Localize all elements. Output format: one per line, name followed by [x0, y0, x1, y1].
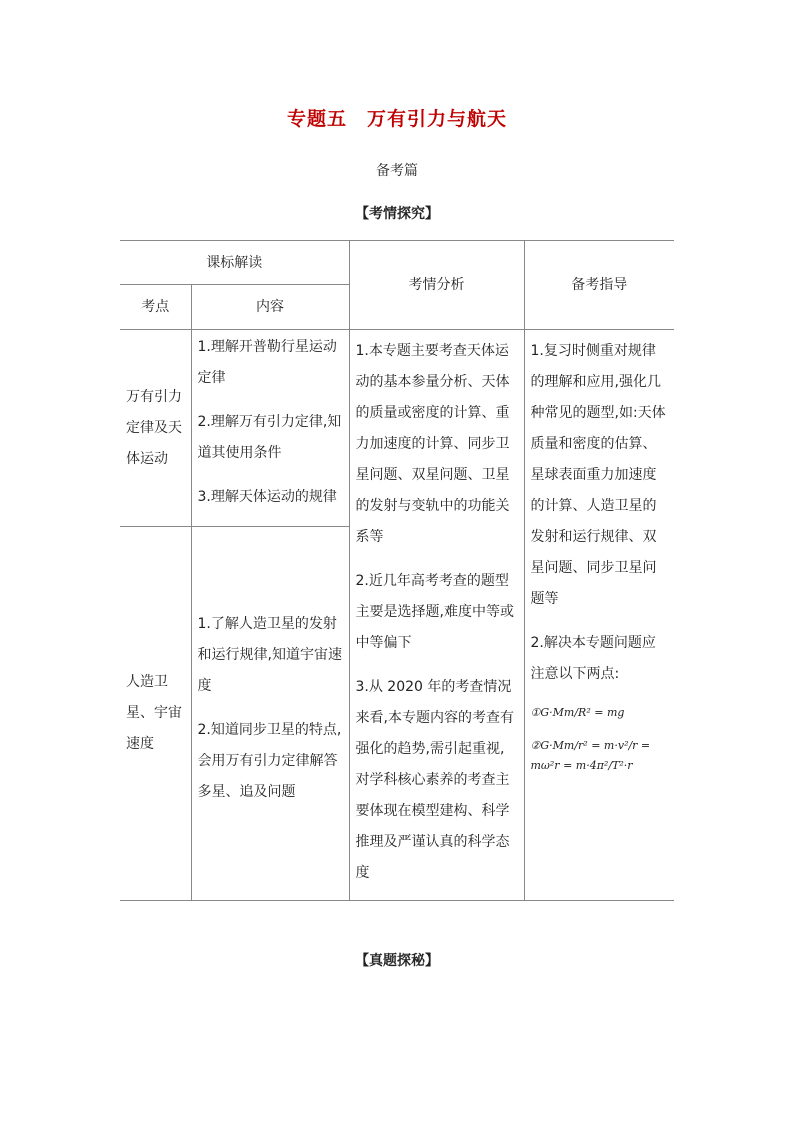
- guidance-item: 2.解决本专题问题应注意以下两点:: [530, 635, 656, 682]
- analysis-item: 1.本专题主要考查天体运动的基本参量分析、天体的质量或密度的计算、重力加速度的计算、同步卫星问题、双星问题、卫星的发射与变轨中的功能关系等: [355, 343, 510, 545]
- section-heading-real-exam: 【真题探秘】: [355, 953, 439, 969]
- guidance-cell: [524, 330, 674, 901]
- header-content: 内容: [191, 285, 349, 330]
- analysis-item: 3.从 2020 年的考查情况来看,本专题内容的考查有强化的趋势,需引起重视,对学科核心素养的考查主要体现在模型建构、科学推理及严谨认真的科学态度: [355, 679, 514, 881]
- content-item: 2.知道同步卫星的特点,会用万有引力定律解答多星、追及问题: [197, 721, 342, 800]
- header-standards: 课标解读: [120, 241, 349, 285]
- content-item: 1.理解开普勒行星运动定律: [197, 339, 337, 386]
- row-content: [191, 527, 349, 901]
- formula-surface-gravity: ①G·Mm/R² = mg: [530, 706, 625, 719]
- section-heading-exam-analysis: 【考情探究】: [355, 206, 439, 222]
- page-title: 专题五 万有引力与航天: [286, 108, 507, 130]
- formula-orbit: ②G·Mm/r² = m·v²/r = mω²r = m·4π²/T²·r: [530, 739, 651, 772]
- exam-analysis-table: [120, 240, 674, 901]
- content-item: 2.理解万有引力定律,知道其使用条件: [197, 414, 342, 461]
- header-analysis: 考情分析: [349, 241, 524, 330]
- row-content: [191, 330, 349, 527]
- analysis-item: 2.近几年高考考查的题型主要是选择题,难度中等或中等偏下: [355, 573, 514, 651]
- row-point: 万有引力定律及天体运动: [120, 330, 191, 527]
- content-item: 1.了解人造卫星的发射和运行规律,知道宇宙速度: [197, 615, 342, 694]
- content-item: 3.理解天体运动的规律: [197, 489, 337, 505]
- header-point: 考点: [120, 285, 191, 330]
- row-point: 人造卫星、宇宙速度: [120, 527, 191, 901]
- header-guidance: 备考指导: [524, 241, 674, 330]
- analysis-cell: [349, 330, 524, 901]
- guidance-item: 1.复习时侧重对规律的理解和应用,强化几种常见的题型,如:天体质量和密度的估算、星球表面重力加速度的计算、人造卫星的发射和运行规律、双星问题、同步卫星问题等: [530, 343, 666, 607]
- page-subtitle: 备考篇: [376, 163, 418, 179]
